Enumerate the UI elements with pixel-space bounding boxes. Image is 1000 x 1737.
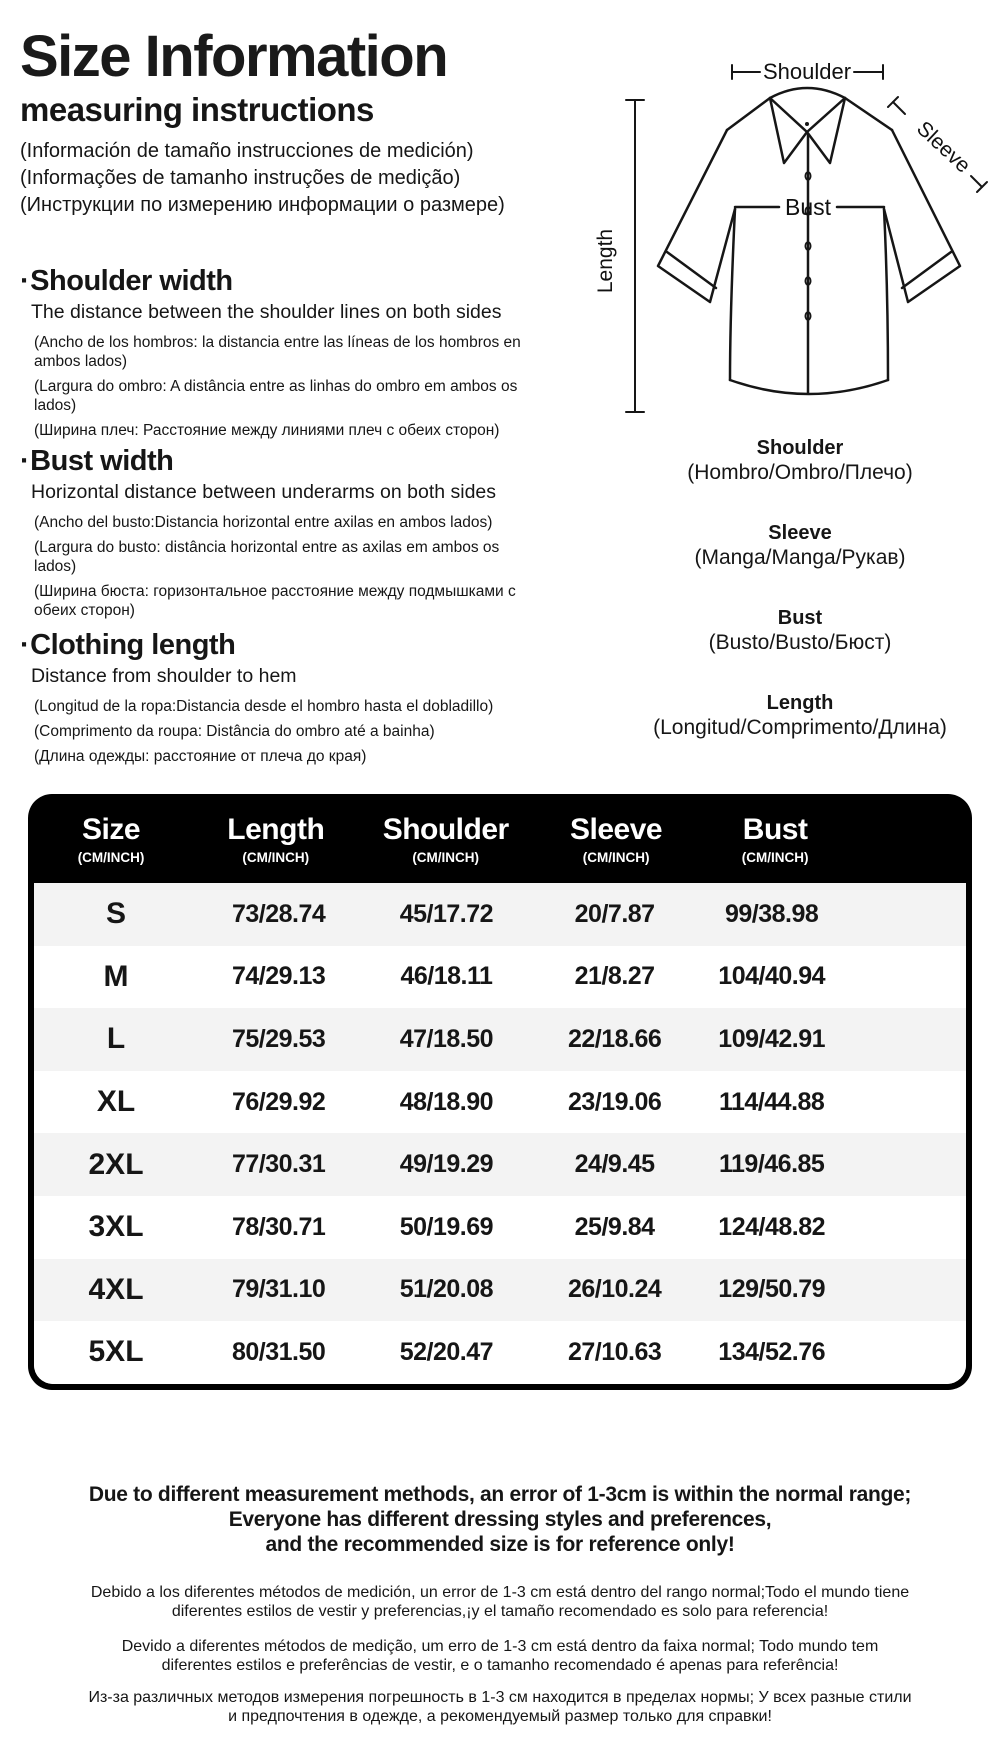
diagram-shoulder-label: Shoulder xyxy=(762,59,852,84)
disclaimer-pt-line: diferentes estilos e preferências de vestir, e o tamanho recomendado é apenas para referência! xyxy=(161,1656,839,1674)
title-block xyxy=(20,24,560,219)
disclaimer-en-line: Due to different measurement methods, an error of 1-3cm is within the normal range; xyxy=(88,1483,912,1506)
bust-cell: 124/48.82 xyxy=(718,1212,826,1241)
shoulder-cell: 48/18.90 xyxy=(399,1087,494,1116)
size-cell: L xyxy=(106,1022,126,1056)
sleeve-cell: 24/9.45 xyxy=(574,1150,655,1179)
shoulder-cell: 47/18.50 xyxy=(399,1024,494,1053)
disclaimer-ru-line: и предпочтения в одежде, а рекомендуемый размер только для справки! xyxy=(228,1707,772,1725)
length-cell: 80/31.50 xyxy=(231,1337,326,1366)
size-table-body xyxy=(34,883,966,1384)
unit-label: (CM/INCH) xyxy=(242,849,310,865)
translation-pt: (Largura do ombro: A distância entre as linhas do ombro em ambos os lados) xyxy=(34,378,518,414)
section-bust-width xyxy=(20,446,560,626)
sleeve-cell: 26/10.24 xyxy=(567,1275,662,1304)
translation-es: (Ancho de los hombros: la distancia entre las líneas de los hombros en ambos lados) xyxy=(34,334,521,370)
section-description: The distance between the shoulder lines on both sides xyxy=(31,301,502,323)
bust-cell: 104/40.94 xyxy=(718,962,826,991)
table-row-l xyxy=(34,1008,966,1071)
legend-item-length xyxy=(600,691,1000,740)
translation-es: (Ancho del busto:Distancia horizontal entre axilas en ambos lados) xyxy=(34,514,493,531)
translation-ru: (Длина одежды: расстояние от плеча до края) xyxy=(34,748,367,765)
legend-term: Bust xyxy=(777,607,823,629)
disclaimer-es-line: diferentes estilos de vestir y preferencias,¡y el tamaño recomendado es solo para referencia! xyxy=(171,1602,829,1620)
column-label: Bust xyxy=(742,812,808,846)
disclaimer-en-line: Everyone has different dressing styles and preferences, xyxy=(228,1508,772,1531)
page-title: Size Information xyxy=(20,24,448,89)
size-table xyxy=(28,794,972,1390)
disclaimer-pt xyxy=(0,1638,1000,1675)
table-row-4xl xyxy=(34,1259,966,1322)
page-subtitle: measuring instructions xyxy=(20,91,374,128)
subtitle-translation-ru: (Инструкции по измерению информации о размере) xyxy=(20,194,505,216)
disclaimer-ru xyxy=(0,1689,1000,1726)
disclaimer-ru-line: Из-за различных методов измерения погрешность в 1-3 см находится в пределах нормы; У всех разные стили xyxy=(88,1689,912,1706)
bust-cell: 129/50.79 xyxy=(718,1275,826,1304)
shoulder-cell: 49/19.29 xyxy=(399,1150,494,1179)
section-title: · Clothing length xyxy=(20,630,560,660)
sleeve-cell: 21/8.27 xyxy=(574,962,655,991)
size-cell: 3XL xyxy=(88,1210,144,1244)
header-cell-bust xyxy=(698,794,852,883)
shoulder-cell: 51/20.08 xyxy=(399,1275,494,1304)
legend-translations: (Manga/Manga/Рукав) xyxy=(694,546,906,569)
shirt-measurement-diagram-icon xyxy=(548,36,1000,436)
length-cell: 74/29.13 xyxy=(231,962,326,991)
sleeve-cell: 25/9.84 xyxy=(574,1212,655,1241)
table-row-3xl xyxy=(34,1196,966,1259)
column-label: Length xyxy=(227,812,325,846)
shoulder-cell: 50/19.69 xyxy=(399,1212,494,1241)
shoulder-cell: 46/18.11 xyxy=(400,962,493,991)
section-description: Distance from shoulder to hem xyxy=(31,665,297,687)
disclaimer-en xyxy=(0,1482,1000,1557)
section-translations xyxy=(34,697,539,766)
section-shoulder-width xyxy=(20,266,560,446)
header-cell-size xyxy=(28,794,194,883)
translation-ru: (Ширина плеч: Расстояние между линиями плеч с обеих сторон) xyxy=(34,422,500,439)
translation-pt: (Largura do busto: distância horizontal entre as axilas em ambos os lados) xyxy=(34,539,500,575)
subtitle-translation-pt: (Informações de tamanho instruções de medição) xyxy=(20,167,461,189)
sleeve-cell: 20/7.87 xyxy=(574,899,655,928)
size-cell: 4XL xyxy=(88,1272,144,1306)
diagram-length-label: Length xyxy=(594,228,617,294)
legend-item-sleeve xyxy=(600,521,1000,570)
size-cell: XL xyxy=(96,1085,136,1119)
legend-term: Length xyxy=(766,692,834,714)
bust-cell: 109/42.91 xyxy=(718,1024,826,1053)
translation-ru: (Ширина бюста: горизонтальное расстояние между подмышками с обеих сторон) xyxy=(34,583,516,619)
legend-item-bust xyxy=(600,606,1000,655)
unit-label: (CM/INCH) xyxy=(412,849,480,865)
subtitle-translations xyxy=(20,138,560,219)
bust-cell: 134/52.76 xyxy=(718,1337,826,1366)
section-translations xyxy=(34,513,539,620)
diagram-bust-label: Bust xyxy=(784,194,832,220)
table-row-2xl xyxy=(34,1133,966,1196)
unit-label: (CM/INCH) xyxy=(582,849,650,865)
length-cell: 78/30.71 xyxy=(231,1212,326,1241)
disclaimer-en-line: and the recommended size is for reference only! xyxy=(265,1533,735,1556)
header-cell-shoulder xyxy=(357,794,534,883)
size-cell: 5XL xyxy=(88,1335,144,1369)
legend-translations: (Busto/Busto/Бюст) xyxy=(708,631,892,654)
column-label: Sleeve xyxy=(570,812,663,846)
length-cell: 77/30.31 xyxy=(231,1150,326,1179)
column-label: Shoulder xyxy=(382,812,509,846)
section-title: · Shoulder width xyxy=(20,266,560,296)
shoulder-cell: 52/20.47 xyxy=(399,1337,494,1366)
subtitle-translation-es: (Información de tamaño instrucciones de medición) xyxy=(20,140,474,162)
size-cell: 2XL xyxy=(88,1147,144,1181)
sleeve-cell: 22/18.66 xyxy=(567,1024,662,1053)
table-row-s xyxy=(34,883,966,946)
unit-label: (CM/INCH) xyxy=(741,849,809,865)
header-cell-sleeve xyxy=(534,794,698,883)
legend-term: Sleeve xyxy=(768,522,832,544)
legend-translations: (Hombro/Ombro/Плечо) xyxy=(687,461,913,484)
unit-label: (CM/INCH) xyxy=(77,849,145,865)
table-row-m xyxy=(34,946,966,1009)
shoulder-cell: 45/17.72 xyxy=(399,899,494,928)
disclaimer-es-line: Debido a los diferentes métodos de medición, un error de 1-3 cm está dentro del rango normal;Todo el mundo tiene xyxy=(90,1584,910,1601)
disclaimer-block xyxy=(0,1482,1000,1726)
length-cell: 73/28.74 xyxy=(231,899,326,928)
translation-pt: (Comprimento da roupa: Distância do ombro até a bainha) xyxy=(34,723,435,740)
size-cell: M xyxy=(103,959,129,993)
translation-es: (Longitud de la ropa:Distancia desde el hombro hasta el dobladillo) xyxy=(34,698,494,715)
table-row-xl xyxy=(34,1071,966,1134)
disclaimer-es xyxy=(0,1584,1000,1621)
bust-cell: 99/38.98 xyxy=(724,899,819,928)
diagram-sleeve-label: Sleeve xyxy=(912,116,975,178)
legend-item-shoulder xyxy=(600,436,1000,485)
legend-term: Shoulder xyxy=(756,437,844,459)
sleeve-cell: 23/19.06 xyxy=(567,1087,662,1116)
header-cell-length xyxy=(194,794,357,883)
column-label: Size xyxy=(82,812,141,846)
section-clothing-length xyxy=(20,630,560,772)
size-cell: S xyxy=(106,897,127,931)
bust-cell: 119/46.85 xyxy=(718,1150,825,1179)
length-cell: 76/29.92 xyxy=(231,1087,326,1116)
diagram-legend xyxy=(600,436,1000,776)
disclaimer-pt-line: Devido a diferentes métodos de medição, um erro de 1-3 cm está dentro da faixa normal; Todo mundo tem xyxy=(121,1638,879,1655)
legend-translations: (Longitud/Comprimento/Длина) xyxy=(653,716,947,739)
section-translations xyxy=(34,333,539,440)
bust-cell: 114/44.88 xyxy=(718,1087,825,1116)
header-spacer xyxy=(852,794,972,883)
length-cell: 75/29.53 xyxy=(231,1024,326,1053)
section-description: Horizontal distance between underarms on both sides xyxy=(31,481,497,503)
table-row-5xl xyxy=(34,1321,966,1384)
section-title: · Bust width xyxy=(20,446,560,476)
size-table-header xyxy=(28,794,972,883)
length-cell: 79/31.10 xyxy=(231,1275,326,1304)
sleeve-cell: 27/10.63 xyxy=(567,1337,662,1366)
